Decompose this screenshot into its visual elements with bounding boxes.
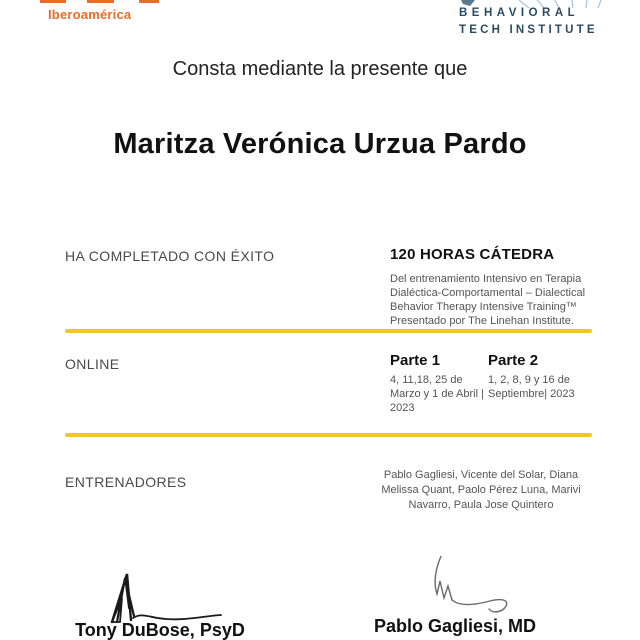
dbt-letters-cropped-icon xyxy=(40,0,170,3)
part-1-dates: 4, 11,18, 25 de Marzo y 1 de Abril | 2023 xyxy=(390,374,484,414)
intro-statement: Consta mediante la presente que xyxy=(172,58,468,80)
trainers-list: Pablo Gagliesi, Vicente del Solar, Diana Melissa Quant, Paolo Pérez Luna, Marivi Navarro, Paula Jose Quintero xyxy=(381,469,581,511)
recipient-name: Maritza Verónica Urzua Pardo xyxy=(113,128,527,160)
bti-logo-line2: TECH INSTITUTE xyxy=(459,24,598,36)
yellow-divider-top xyxy=(65,329,592,333)
bti-logo-line1: BEHAVIORAL xyxy=(459,7,580,19)
part-2-title: Parte 2 xyxy=(488,352,539,369)
hours-title: 120 HORAS CÁTEDRA xyxy=(390,246,555,263)
signature-tony-dubose xyxy=(100,568,230,626)
signer-name-right: Pablo Gagliesi, MD xyxy=(373,616,537,636)
dbt-logo-wordmark: Iberoamérica xyxy=(48,7,132,22)
yellow-divider-bottom xyxy=(65,433,592,437)
section-label-online: ONLINE xyxy=(65,356,120,372)
section-label-entrenadores: ENTRENADORES xyxy=(65,474,187,490)
signature-pablo-gagliesi xyxy=(405,556,525,618)
signer-name-left: Tony DuBose, PsyD xyxy=(75,620,245,640)
training-description: Del entrenamiento Intensivo en Terapia Dialéctica-Comportamental – Dialectical Behavior Therapy Intensive Training™ Presentado por The Linehan Institute. xyxy=(390,273,586,327)
part-1-title: Parte 1 xyxy=(390,352,441,369)
bti-wedge-icon xyxy=(461,0,479,6)
section-label-completado: HA COMPLETADO CON ÉXITO xyxy=(65,248,275,264)
part-1-column xyxy=(390,352,488,415)
part-2-column xyxy=(488,352,594,401)
part-2-dates: 1, 2, 8, 9 y 16 de Septiembre| 2023 xyxy=(488,374,575,400)
